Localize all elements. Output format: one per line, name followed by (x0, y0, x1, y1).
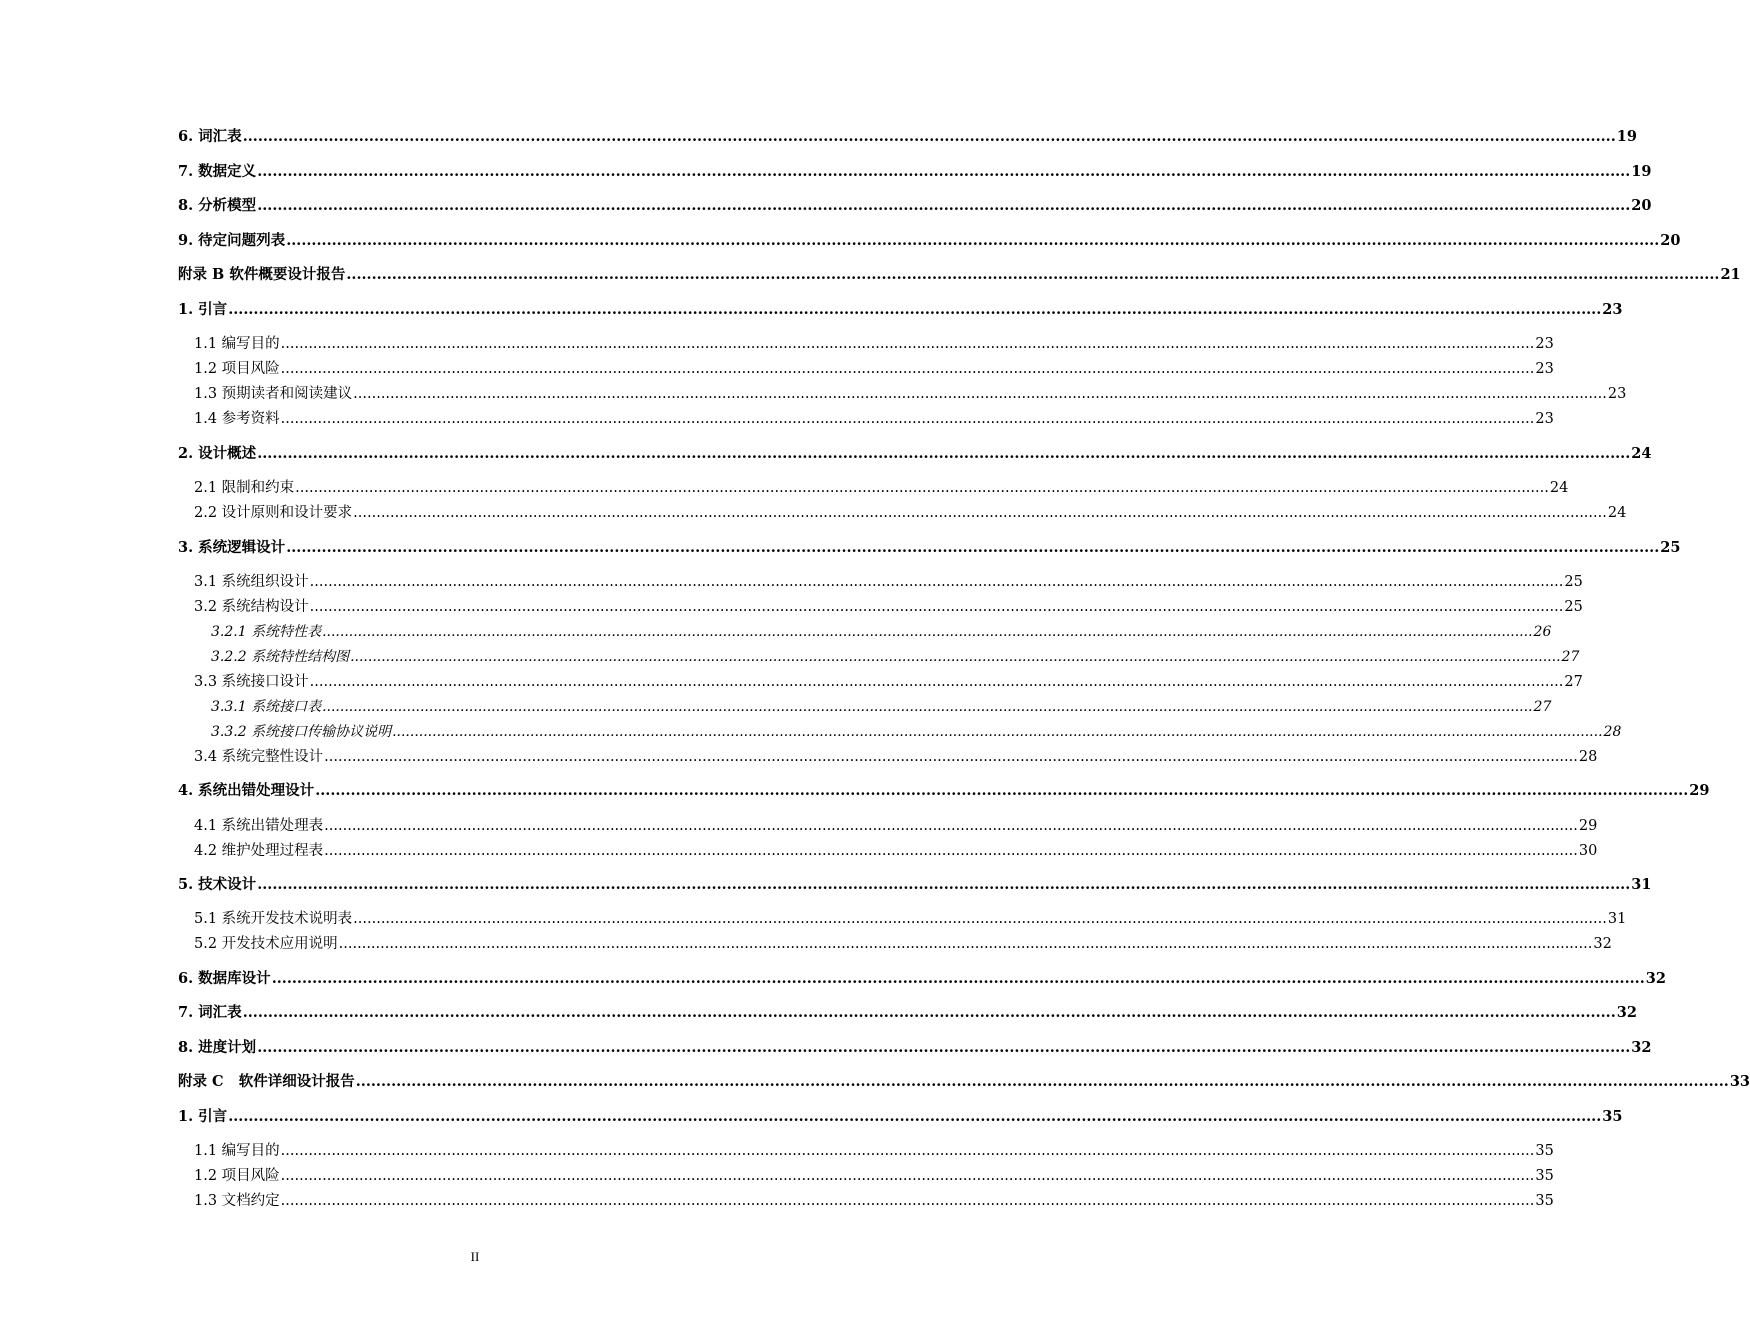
toc-leader-dots (257, 197, 1630, 215)
toc-entry[interactable] (178, 410, 1554, 428)
toc-entry-page: 21 (1720, 266, 1741, 283)
toc-entry[interactable] (178, 385, 1627, 403)
toc-entry[interactable] (178, 673, 1583, 691)
toc-entry-label: 5. 技术设计 (178, 876, 257, 893)
toc-leader-dots (392, 723, 1602, 741)
toc-entry-label: 2. 设计概述 (178, 445, 257, 462)
toc-leader-dots (322, 623, 1532, 641)
toc-entry-label: 7. 数据定义 (178, 163, 257, 180)
toc-entry[interactable] (178, 1167, 1554, 1185)
toc-entry-page: 19 (1631, 163, 1652, 180)
toc-leader-dots (243, 1004, 1616, 1022)
toc-entry-label: 3.1 系统组织设计 (194, 574, 309, 590)
toc-leader-dots (257, 445, 1630, 463)
toc-entry[interactable] (178, 573, 1583, 591)
toc-entry[interactable] (178, 648, 1580, 666)
toc-entry-page: 28 (1603, 724, 1622, 740)
toc-entry-label: 3.2.1 系统特性表 (211, 624, 322, 640)
toc-entry-label: 3. 系统逻辑设计 (178, 539, 286, 556)
toc-entry-page: 25 (1660, 539, 1681, 556)
toc-entry-label: 3.4 系统完整性设计 (194, 749, 324, 765)
toc-entry-page: 29 (1578, 818, 1598, 834)
toc-entry[interactable] (178, 935, 1612, 953)
toc-leader-dots (281, 1192, 1535, 1210)
toc-leader-dots (324, 817, 1578, 835)
toc-entry-page: 27 (1533, 699, 1552, 715)
toc-entry-page: 31 (1631, 876, 1652, 893)
toc-entry-label: 1.2 项目风险 (194, 361, 280, 377)
toc-entry[interactable] (178, 163, 1652, 181)
toc-entry-page: 24 (1607, 505, 1627, 521)
toc-entry[interactable] (178, 970, 1666, 988)
toc-entry-label: 1.3 预期读者和阅读建议 (194, 386, 353, 402)
toc-entry-page: 20 (1660, 232, 1681, 249)
toc-entry-page: 19 (1616, 128, 1637, 145)
toc-entry[interactable] (178, 504, 1627, 522)
toc-entry-page: 25 (1564, 574, 1583, 590)
toc-leader-dots (286, 232, 1659, 250)
toc-entry[interactable] (178, 842, 1598, 860)
toc-entry-label: 1.1 编写目的 (194, 336, 280, 352)
toc-entry-label: 1. 引言 (178, 301, 228, 318)
toc-entry-page: 25 (1564, 599, 1583, 615)
toc-leader-dots (315, 782, 1688, 800)
toc-entry[interactable] (178, 360, 1554, 378)
toc-entry-label: 3.3.1 系统接口表 (211, 699, 322, 715)
toc-entry-page: 20 (1631, 197, 1652, 214)
toc-entry-page: 27 (1561, 649, 1580, 665)
toc-leader-dots (281, 335, 1535, 353)
toc-leader-dots (324, 748, 1578, 766)
toc-entry-page: 35 (1535, 1143, 1554, 1159)
toc-entry-label: 5.1 系统开发技术说明表 (194, 911, 353, 927)
toc-entry-label: 8. 分析模型 (178, 197, 257, 214)
toc-entry-page: 24 (1549, 480, 1569, 496)
toc-entry[interactable] (178, 876, 1652, 894)
toc-leader-dots (257, 1039, 1630, 1057)
toc-entry[interactable] (178, 445, 1652, 463)
toc-entry-page: 35 (1602, 1108, 1623, 1125)
toc-leader-dots (310, 598, 1564, 616)
toc-entry[interactable] (178, 910, 1627, 928)
toc-entry-page: 35 (1535, 1168, 1554, 1184)
toc-entry-label: 1.3 文档约定 (194, 1193, 280, 1209)
toc-entry[interactable] (178, 266, 1741, 284)
toc-leader-dots (339, 935, 1593, 953)
toc-leader-dots (272, 970, 1645, 988)
toc-entry-label: 2.1 限制和约束 (194, 480, 295, 496)
toc-entry-page: 35 (1535, 1193, 1554, 1209)
toc-entry-label: 1.1 编写目的 (194, 1143, 280, 1159)
toc-entry[interactable] (178, 1192, 1554, 1210)
toc-entry-page: 23 (1602, 301, 1623, 318)
toc-entry-label: 3.2.2 系统特性结构图 (211, 649, 350, 665)
toc-entry-page: 32 (1631, 1039, 1652, 1056)
toc-entry[interactable] (178, 748, 1598, 766)
toc-entry-page: 27 (1564, 674, 1583, 690)
toc-entry-page: 32 (1645, 970, 1666, 987)
toc-entry[interactable] (178, 1108, 1623, 1126)
toc-entry-label: 1.4 参考资料 (194, 411, 280, 427)
toc-entry-label: 9. 待定问题列表 (178, 232, 286, 249)
toc-entry-page: 24 (1631, 445, 1652, 462)
toc-leader-dots (228, 1108, 1601, 1126)
toc-leader-dots (310, 673, 1564, 691)
toc-entry-page: 33 (1729, 1073, 1750, 1090)
toc-leader-dots (257, 163, 1630, 181)
toc-entry[interactable] (178, 817, 1598, 835)
toc-entry-page: 23 (1607, 386, 1627, 402)
toc-leader-dots (353, 504, 1607, 522)
toc-entry[interactable] (178, 1073, 1750, 1091)
toc-entry[interactable] (178, 197, 1652, 215)
toc-leader-dots (353, 910, 1607, 928)
toc-entry-label: 附录 C 软件详细设计报告 (178, 1073, 355, 1090)
toc-entry[interactable] (178, 539, 1681, 557)
toc-entry-page: 23 (1535, 361, 1554, 377)
toc-leader-dots (228, 301, 1601, 319)
toc-entry-page: 30 (1578, 843, 1598, 859)
toc-entry-label: 2.2 设计原则和设计要求 (194, 505, 353, 521)
toc-leader-dots (281, 410, 1535, 428)
toc-entry[interactable] (178, 128, 1637, 146)
toc-entry-page: 32 (1616, 1004, 1637, 1021)
toc-entry[interactable] (178, 232, 1681, 250)
toc-entry[interactable] (178, 1142, 1554, 1160)
toc-entry-label: 6. 数据库设计 (178, 970, 271, 987)
toc-leader-dots (353, 385, 1607, 403)
toc-entry-label: 3.2 系统结构设计 (194, 599, 309, 615)
toc-leader-dots (257, 876, 1630, 894)
toc-entry-label: 7. 词汇表 (178, 1004, 242, 1021)
toc-entry[interactable] (178, 598, 1583, 616)
toc-entry[interactable] (178, 1039, 1652, 1057)
toc-entry[interactable] (178, 623, 1552, 641)
toc-entry-label: 附录 B 软件概要设计报告 (178, 266, 346, 283)
toc-entry[interactable] (178, 782, 1710, 800)
toc-leader-dots (310, 573, 1564, 591)
page-number-footer: II (470, 1249, 480, 1264)
toc-entry-page: 23 (1535, 411, 1554, 427)
toc-entry-page: 28 (1578, 749, 1598, 765)
toc-leader-dots (322, 698, 1532, 716)
toc-entry-label: 1. 引言 (178, 1108, 228, 1125)
toc-entry-label: 8. 进度计划 (178, 1039, 257, 1056)
toc-leader-dots (356, 1073, 1729, 1091)
toc-leader-dots (281, 360, 1535, 378)
toc-leader-dots (346, 266, 1719, 284)
toc-entry-label: 4.2 维护处理过程表 (194, 843, 324, 859)
toc-leader-dots (286, 539, 1659, 557)
toc-entry-label: 4.1 系统出错处理表 (194, 818, 324, 834)
toc-entry-label: 3.3 系统接口设计 (194, 674, 309, 690)
toc-entry[interactable] (178, 301, 1623, 319)
toc-entry-label: 4. 系统出错处理设计 (178, 782, 315, 799)
toc-leader-dots (281, 1142, 1535, 1160)
toc-entry-label: 5.2 开发技术应用说明 (194, 936, 338, 952)
toc-leader-dots (243, 128, 1616, 146)
toc-entry[interactable] (178, 723, 1622, 741)
toc-entry-label: 6. 词汇表 (178, 128, 242, 145)
toc-leader-dots (281, 1167, 1535, 1185)
toc-entry-label: 1.2 项目风险 (194, 1168, 280, 1184)
toc-leader-dots (295, 479, 1549, 497)
toc-leader-dots (350, 648, 1560, 666)
toc-entry-page: 26 (1533, 624, 1552, 640)
toc-entry[interactable] (178, 335, 1554, 353)
toc-entry-label: 3.3.2 系统接口传输协议说明 (211, 724, 392, 740)
toc-entry[interactable] (178, 479, 1569, 497)
toc-entry[interactable] (178, 698, 1552, 716)
toc-entry-page: 29 (1689, 782, 1710, 799)
toc-leader-dots (324, 842, 1578, 860)
toc-entry-page: 32 (1593, 936, 1612, 952)
toc-entry[interactable] (178, 1004, 1637, 1022)
toc-entry-page: 23 (1535, 336, 1554, 352)
toc-entry-page: 31 (1607, 911, 1627, 927)
